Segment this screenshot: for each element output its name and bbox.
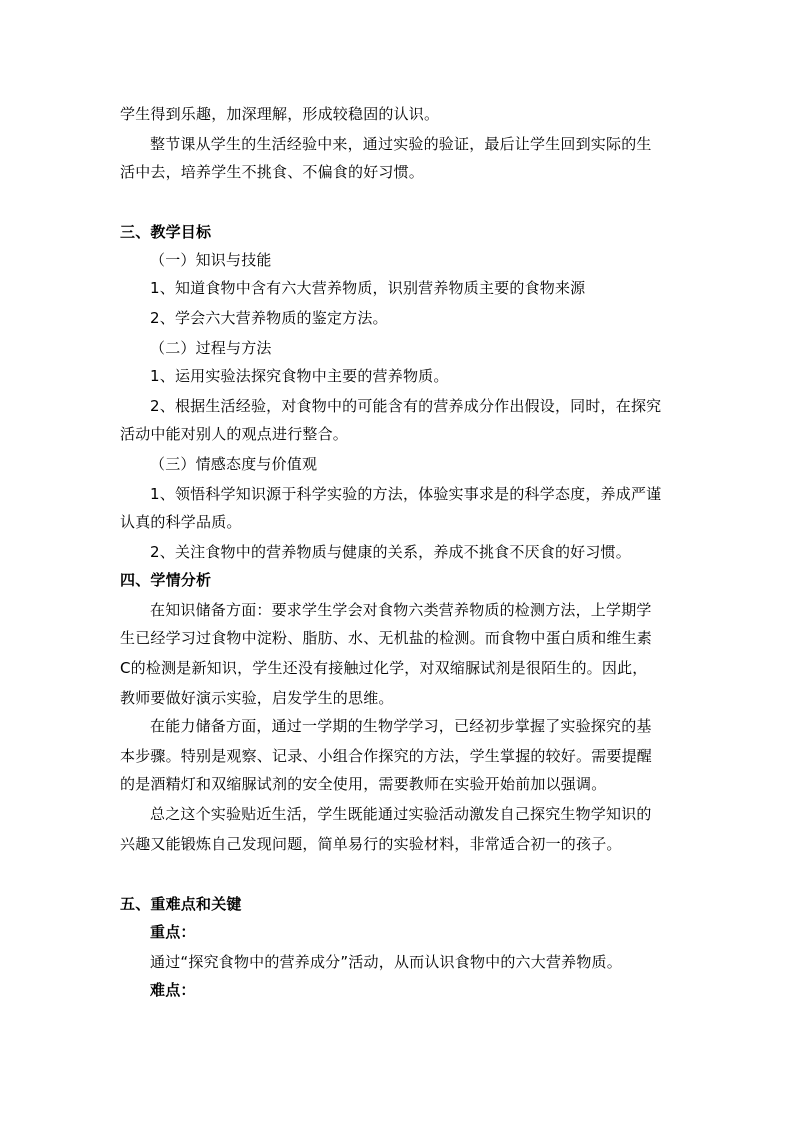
text-line: 生已经学习过食物中淀粉、脂肪、水、无机盐的检测。而食物中蛋白质和维生素 <box>120 629 653 647</box>
subsection-heading: （一）知识与技能 <box>150 251 272 269</box>
text-line: 活动中能对别人的观点进行整合。 <box>120 425 349 443</box>
text-line: C的检测是新知识，学生还没有接触过化学，对双缩脲试剂是很陌生的。因此， <box>120 659 648 677</box>
text-line: 整节课从学生的生活经验中来，通过实验的验证，最后让学生回到实际的生 <box>150 135 652 153</box>
section-heading: 五、重难点和关键 <box>120 895 242 913</box>
text-line: 1、领悟科学知识源于科学实验的方法，体验实事求是的科学态度，养成严谨 <box>150 485 662 503</box>
subsection-heading: （三）情感态度与价值观 <box>150 455 318 473</box>
subsection-heading: （二）过程与方法 <box>150 339 272 357</box>
text-line: 通过“探究食物中的营养成分”活动，从而认识食物中的六大营养物质。 <box>150 953 622 971</box>
text-line: 总之这个实验贴近生活，学生既能通过实验活动激发自己探究生物学知识的 <box>150 805 652 823</box>
text-line: 认真的科学品质。 <box>120 513 242 531</box>
text-line: 2、关注食物中的营养物质与健康的关系，养成不挑食不厌食的好习惯。 <box>150 543 631 561</box>
text-line: 2、学会六大营养物质的鉴定方法。 <box>150 309 388 327</box>
text-line: 活中去，培养学生不挑食、不偏食的好习惯。 <box>120 163 425 181</box>
text-line: 1、运用实验法探究食物中主要的营养物质。 <box>150 367 449 385</box>
section-heading: 四、学情分析 <box>120 571 212 589</box>
text-line: 2、根据生活经验，对食物中的可能含有的营养成分作出假设，同时，在探究 <box>150 397 662 415</box>
section-heading: 三、教学目标 <box>120 223 212 241</box>
key-point-label: 重点： <box>150 923 196 941</box>
text-line: 本步骤。特别是观察、记录、小组合作探究的方法，学生掌握的较好。需要提醒 <box>120 747 653 765</box>
text-line: 1、知道食物中含有六大营养物质，识别营养物质主要的食物来源 <box>150 279 586 297</box>
text-line: 教师要做好演示实验，启发学生的思维。 <box>120 689 394 707</box>
text-line: 学生得到乐趣，加深理解，形成较稳固的认识。 <box>120 105 440 123</box>
difficulty-label: 难点： <box>150 981 196 999</box>
text-line: 在知识储备方面：要求学生学会对食物六类营养物质的检测方法，上学期学 <box>150 601 652 619</box>
text-line: 兴趣又能锻炼自己发现问题，简单易行的实验材料，非常适合初一的孩子。 <box>120 835 622 853</box>
text-line: 的是酒精灯和双缩脲试剂的安全使用，需要教师在实验开始前加以强调。 <box>120 775 607 793</box>
text-line: 在能力储备方面，通过一学期的生物学学习，已经初步掌握了实验探究的基 <box>150 717 652 735</box>
